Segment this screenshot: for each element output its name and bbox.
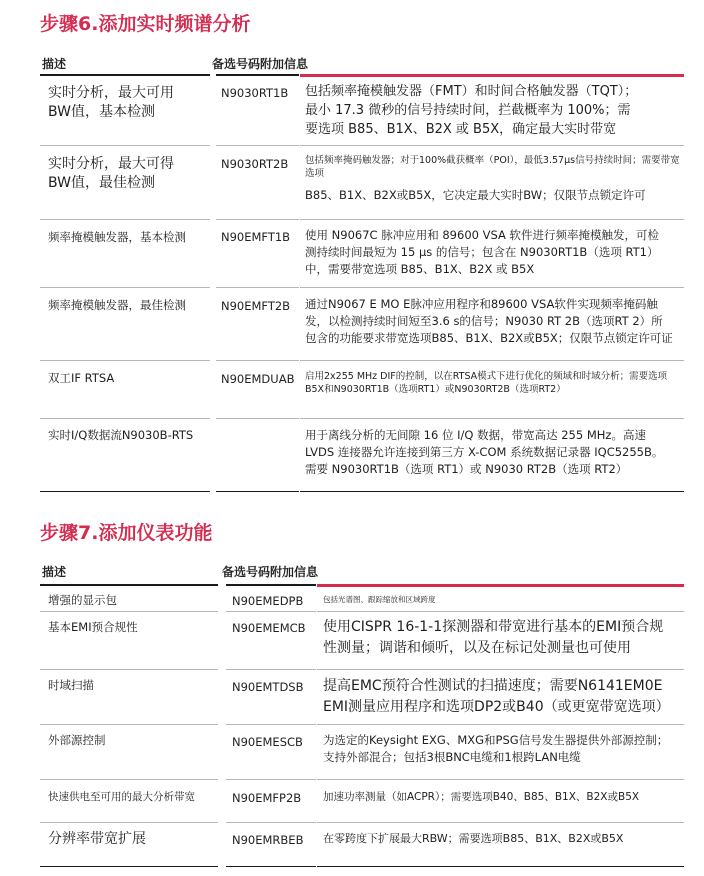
table-row-separator [226,611,316,612]
table-cell-description: 快速供电至可用的最大分析带宽 [48,791,195,803]
table-cell-info: 包括光谱图、跟踪缩放和区域跨度 [323,595,436,604]
table-cell-description: 实时I/Q数据流N9030B-RTS [48,428,194,442]
table-cell-code: N90EMEMCB [232,621,306,635]
table-row-separator [226,724,316,725]
table-row-separator [226,669,316,670]
table-row-separator [226,779,316,780]
table-row-separator [40,418,210,419]
section6-header-rule [216,74,299,76]
table-cell-info: 使用 N9067C 脉冲应用和 89600 VSA 软件进行频率掩模触发，可检测持续时间最短为 15 µs 的信号；包含在 N9030RT1B（选项 RT1）中，需要带宽选项 B85、B1X、B2X 或 B5X [305,228,660,276]
table-row-separator [40,724,218,725]
table-row-separator [317,724,684,725]
table-row-separator [216,418,299,419]
table-cell-description: 频率掩模触发器，最佳检测 [48,298,186,312]
table-cell-info: 包括频率掩模触发器（FMT）和时间合格触发器（TQT）；最小 17.3 微秒的信号持续时间，拦截概率为 100%；需要选项 B85、B1X、B2X 或 B5X，确定最大实时带宽 [305,84,638,137]
table-cell-info: 在零跨度下扩展最大RBW；需要选项B85、B1X、B2X或B5X [323,832,624,845]
section6-col-opt-header: 备选号码附加信息 [212,57,309,71]
table-cell-info: 提高EMC预符合性测试的扫描速度；需要N6141EM0E EMI测量应用程序和选项DP2或B40（或更宽带宽选项） [323,678,670,715]
table-cell-code: N90EMESCB [232,735,303,749]
section6-header-accent-rule [300,74,684,77]
table-row-separator [216,287,299,288]
table-row-separator [40,822,218,823]
table-row-separator [226,822,316,823]
table-cell-info: 启用2x255 MHz DIF的控制，以在RTSA模式下进行优化的频域和时域分析；需要选项B5X和N9030RT1B（选项RT1）或N9030RT2B（选项RT2） [305,371,668,395]
section7-title: 步骤7.添加仪表功能 [40,522,213,544]
table-cell-code: N90EMDUAB [221,372,295,386]
table-cell-code: N90EMTDSB [232,680,304,694]
table-cell-info: 包括频率掩码触发器；对于100%截获概率（POI），最低3.57μs信号持续时间；需要带宽选项 [305,155,680,179]
table-row-separator [40,219,210,220]
table-row-separator [40,669,218,670]
table-cell-info: 通过N9067 E MO E脉冲应用程序和89600 VSA软件实现频率掩码触发，以检测持续时间短至3.6 s的信号；N9030 RT 2B（选项RT 2）所包含的功能要求带宽选项B85、B1X、B2X或B5X；仅限节点锁定许可证 [305,297,673,345]
section7-col-desc-header: 描述 [42,565,67,579]
table-row-separator [317,669,684,670]
section7-col-opt-header: 备选号码附加信息 [222,565,319,579]
table-row-separator [300,418,684,419]
table-cell-code: N90EMFT2B [221,299,291,313]
section6-bottom-rule [300,491,684,492]
table-cell-description: 分辨率带宽扩展 [48,831,146,847]
table-row-separator [216,145,299,146]
section7-header-rule [226,584,316,586]
table-row-separator [40,360,210,361]
section7-bottom-rule [317,866,684,867]
table-cell-info: 加速功率测量（如ACPR）；需要选项B40、B85、B1X、B2X或B5X [323,791,640,803]
table-row-separator [300,145,684,146]
table-cell-info: 为选定的Keysight EXG、MXG和PSG信号发生器提供外部源控制；支持外部混合；包括3根BNC电缆和1根跨LAN电缆 [323,733,669,764]
table-cell-code: N90EMFP2B [232,791,302,805]
table-cell-description: 时域扫描 [48,678,94,692]
table-row-separator [317,611,684,612]
table-row-separator [216,360,299,361]
table-cell-info: 使用CISPR 16-1-1探测器和带宽进行基本的EMI预合规性测量；调谐和倾听，以及在标记处测量也可使用 [323,619,664,656]
table-cell-info: 用于离线分析的无间隙 16 位 I/Q 数据，带宽高达 255 MHz。高速 LVDS 连接器允许连接到第三方 X-COM 系统数据记录器 IQC5255B。需要 N9030RT1B（选项 RT1）或 N9030 RT2B（选项 RT2） [305,428,664,476]
table-row-separator [40,145,210,146]
section7-header-accent-rule [317,584,684,587]
section6-bottom-rule [40,491,210,492]
section6-title: 步骤6.添加实时频谱分析 [40,13,251,35]
section7-bottom-rule [226,866,316,867]
table-row-separator [317,822,684,823]
table-cell-description: 实时分析，最大可得BW值，最佳检测 [48,156,174,191]
table-cell-description: 频率掩模触发器，基本检测 [48,230,186,244]
section7-bottom-rule [40,866,218,867]
table-cell-description: 实时分析，最大可用BW值，基本检测 [48,85,174,120]
table-cell-description: 双工IF RTSA [48,371,115,385]
table-row-separator [317,779,684,780]
table-cell-code: N90EMFT1B [221,230,291,244]
table-cell-description: 基本EMI预合规性 [48,620,138,634]
section6-col-desc-header: 描述 [42,57,67,71]
section6-header-rule [40,74,210,76]
table-cell-code: N90EMRBEB [232,833,304,847]
table-cell-code: N90EMEDPB [232,594,304,608]
section6-bottom-rule [216,491,299,492]
table-row-separator [300,360,684,361]
table-row-separator [216,219,299,220]
table-row-separator [300,287,684,288]
table-cell-code: N9030RT1B [221,86,289,100]
table-row-separator [300,219,684,220]
section7-header-rule [40,584,218,586]
table-row-separator [40,779,218,780]
table-row-separator [40,287,210,288]
table-cell-code: N9030RT2B [221,157,289,171]
table-cell-description: 增强的显示包 [48,593,117,607]
table-cell-info-continued: B85、B1X、B2X或B5X，它决定最大实时BW；仅限节点锁定许可 [305,188,646,202]
table-cell-description: 外部源控制 [48,733,106,747]
table-row-separator [40,611,218,612]
